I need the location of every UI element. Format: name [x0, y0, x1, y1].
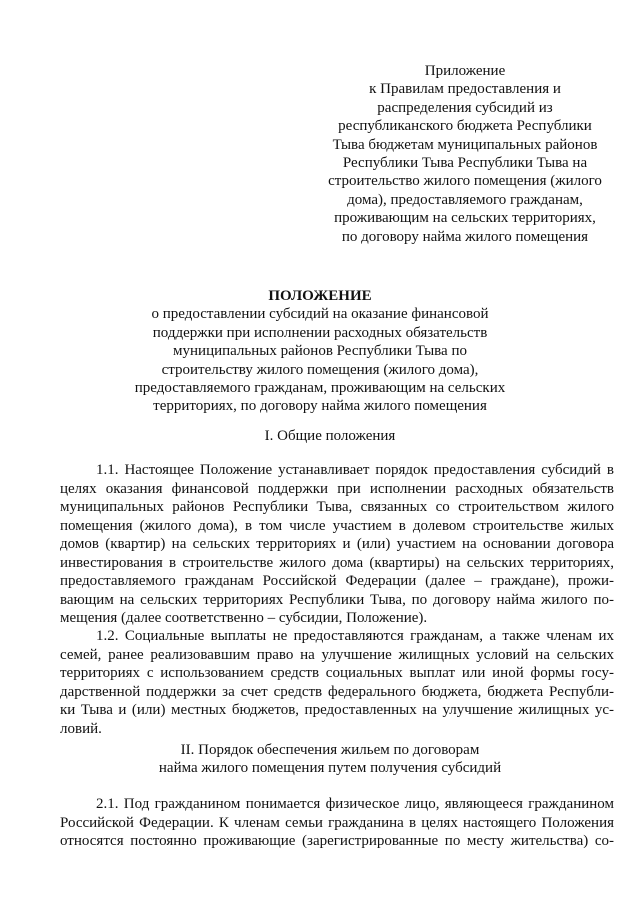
paragraph-line: Российской Федерации. К членам семьи гражданина в целях настоящего Положения: [60, 814, 614, 831]
appendix-line: строительство жилого помещения (жилого: [328, 173, 602, 190]
paragraph-line: муниципальных районов Республики Тыва, связанных со строительством жилого: [60, 499, 614, 515]
paragraph-line: помещения (жилого дома), в том числе участием в долевом строительстве жилых: [60, 517, 614, 534]
paragraph-line: целях оказания финансовой поддержки при исполнении расходных обязательств: [60, 480, 614, 497]
paragraph-1-1: [60, 461, 614, 628]
title-line: поддержки при исполнении расходных обязательств: [152, 324, 488, 341]
paragraph-line: ки Тыва и (или) местных бюджетов, предоставленных на улучшение жилищных ус-: [60, 702, 614, 718]
paragraph-line: 1.2. Социальные выплаты не предоставляются гражданам, а также членам их: [96, 628, 614, 644]
paragraph-line: дарственной поддержки за счет средств федерального бюджета, бюджета Республи-: [60, 683, 614, 700]
section-heading-line: I. Общие положения: [264, 428, 396, 444]
appendix-header: [300, 62, 630, 246]
paragraph-line: семей, ранее реализовавшим право на улучшение жилищных условий на сельских: [60, 646, 614, 663]
title-line: о предоставлении субсидий на оказание финансовой: [151, 306, 489, 323]
paragraph-line: домов (квартир) на сельских территориях и (или) участием на основании договора: [60, 536, 614, 552]
paragraph-line: относятся постоянно проживающие (зарегистрированные по месту жительства) со-: [60, 833, 614, 849]
title-line: территориях, по договору найма жилого помещения: [153, 398, 487, 415]
paragraph-line: территориях с использованием средств социальных выплат или иной формы госу-: [60, 665, 614, 681]
paragraph-line: вающим на сельских территориях Республики Тыва, по договору найма жилого по-: [60, 591, 614, 608]
paragraph-line: ловий.: [60, 720, 102, 737]
appendix-line: к Правилам предоставления и: [369, 81, 561, 98]
title-line: муниципальных районов Республики Тыва по: [173, 343, 467, 360]
appendix-line: проживающим на сельских территориях,: [334, 210, 596, 227]
paragraph-line: 1.1. Настоящее Положение устанавливает порядок предоставления субсидий в: [96, 462, 614, 478]
section-heading-line: II. Порядок обеспечения жильем по договорам: [180, 742, 480, 758]
document-title-block: [90, 287, 550, 416]
appendix-line: распределения субсидий из: [377, 99, 553, 116]
section-heading-line: найма жилого помещения путем получения субсидий: [158, 760, 502, 777]
appendix-line: республиканского бюджета Республики: [338, 118, 592, 135]
paragraph-line: инвестирования в строительстве жилого дома (квартиры) на сельских территориях,: [60, 554, 614, 571]
section-2-heading: [60, 741, 600, 778]
appendix-line: Приложение: [424, 63, 506, 79]
appendix-line: Тыва бюджетам муниципальных районов: [332, 136, 598, 153]
paragraph-2-1: [60, 795, 614, 851]
section-1-heading: [60, 427, 600, 445]
paragraph-line: предоставляемого гражданам Российской Федерации (далее – граждане), прожи-: [60, 573, 614, 589]
paragraph-line: 2.1. Под гражданином понимается физическое лицо, являющееся гражданином: [96, 796, 614, 812]
document-title: ПОЛОЖЕНИЕ: [268, 288, 372, 304]
appendix-line: по договору найма жилого помещения: [341, 228, 589, 245]
title-line: строительству жилого помещения (жилого дома),: [161, 361, 479, 378]
paragraph-line: мещения (далее соответственно – субсидии, Положение).: [60, 610, 428, 626]
paragraph-1-2: [60, 627, 614, 738]
appendix-line: Республики Тыва Республики Тыва на: [342, 155, 588, 172]
title-line: предоставляемого гражданам, проживающим на сельских: [134, 380, 506, 397]
appendix-line: дома), предоставляемого гражданам,: [347, 191, 583, 208]
